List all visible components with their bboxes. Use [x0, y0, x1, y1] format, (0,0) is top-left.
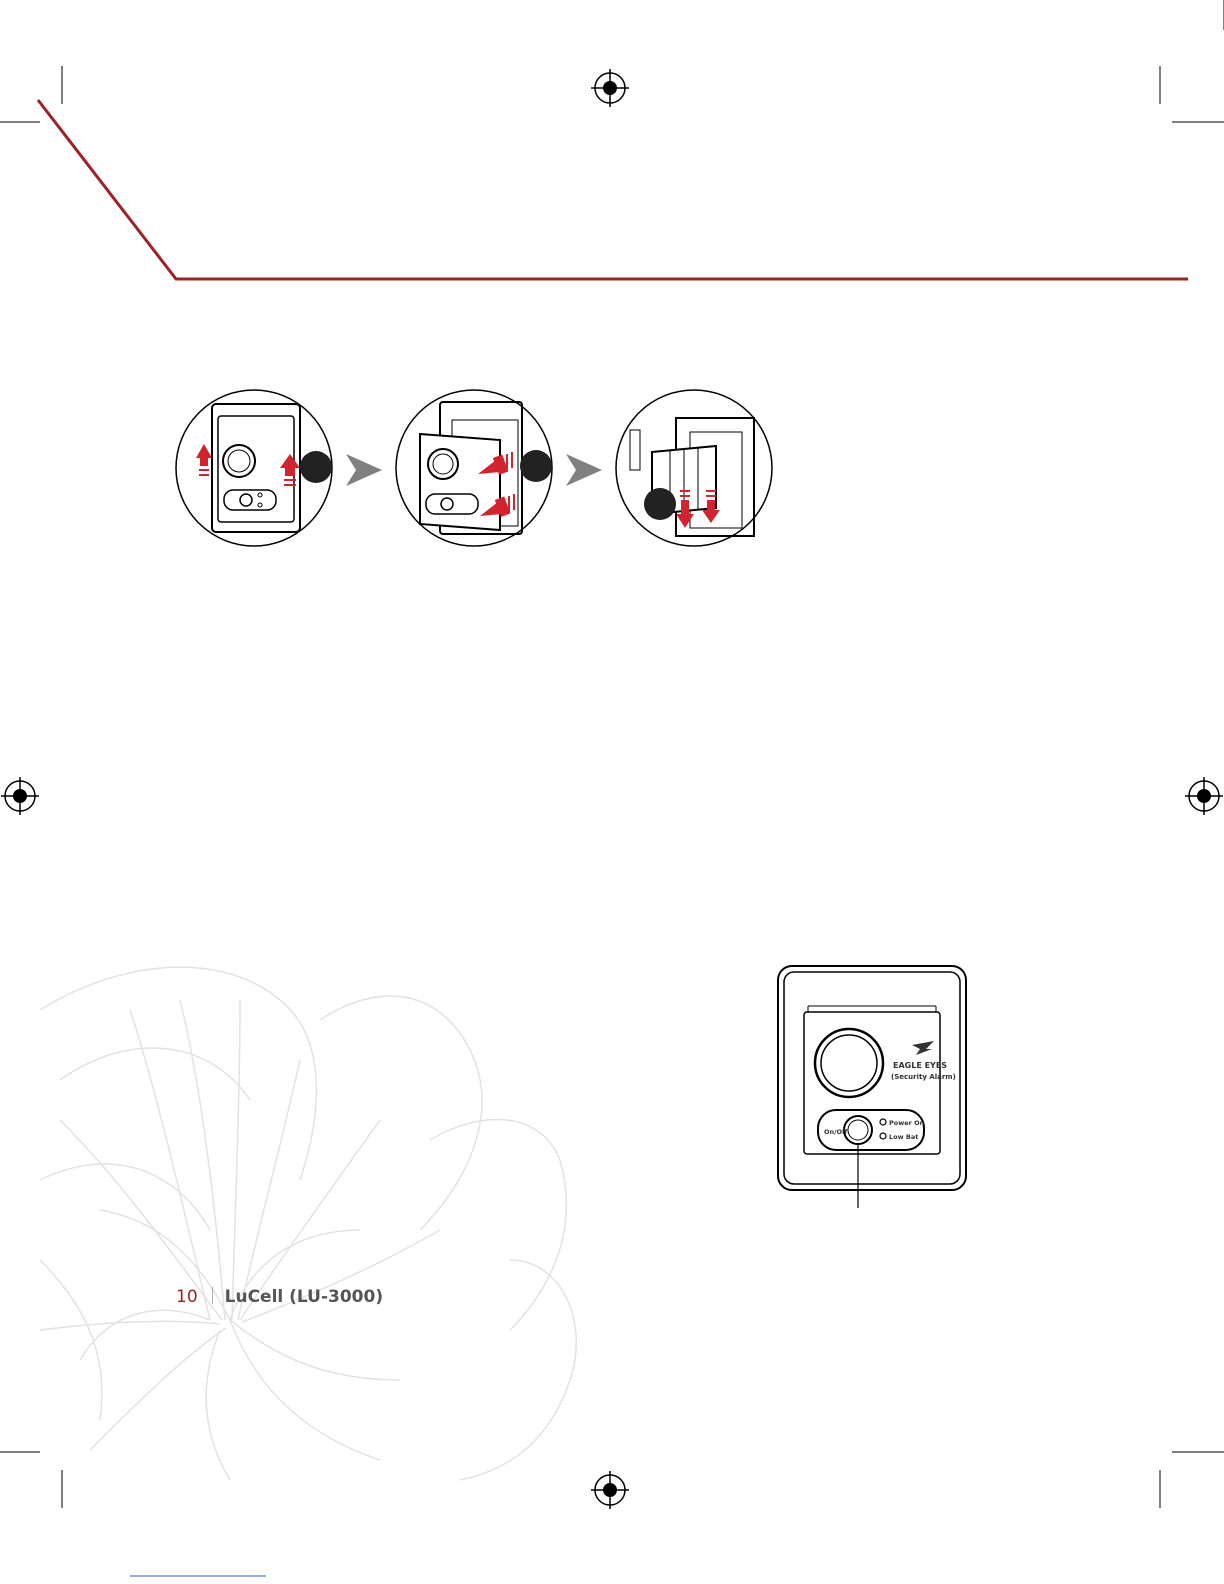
page-number: 10 [176, 1287, 198, 1307]
step-marker [520, 450, 552, 482]
power-on-label: Power On [889, 1119, 925, 1127]
step-marker [300, 451, 332, 483]
device-brand: EAGLE EYES [893, 1061, 948, 1070]
low-bat-label: Low Bat [889, 1133, 919, 1141]
header-rule [38, 100, 1188, 279]
eagle-logo-icon [912, 1041, 934, 1055]
registration-mark-left [1, 777, 39, 815]
next-arrow-icon [566, 454, 602, 486]
registration-mark-bottom [591, 1471, 629, 1509]
device-subtitle: (Security Alarm) [891, 1073, 956, 1081]
on-off-label: On/Off [824, 1128, 848, 1136]
page-footer [176, 1287, 383, 1307]
device-front-view [778, 966, 966, 1208]
flower-watermark [40, 967, 576, 1480]
low-bat-led-icon [880, 1133, 886, 1139]
step-marker [644, 488, 676, 520]
registration-mark-right [1185, 777, 1223, 815]
step-3-illustration [616, 390, 772, 546]
step-2-illustration [396, 390, 552, 546]
next-arrow-icon [346, 454, 382, 486]
power-on-led-icon [880, 1119, 886, 1125]
document-title: LuCell (LU-3000) [224, 1287, 384, 1307]
footer-separator [212, 1287, 213, 1304]
registration-mark-top [591, 69, 629, 107]
step-1-illustration [176, 390, 332, 546]
